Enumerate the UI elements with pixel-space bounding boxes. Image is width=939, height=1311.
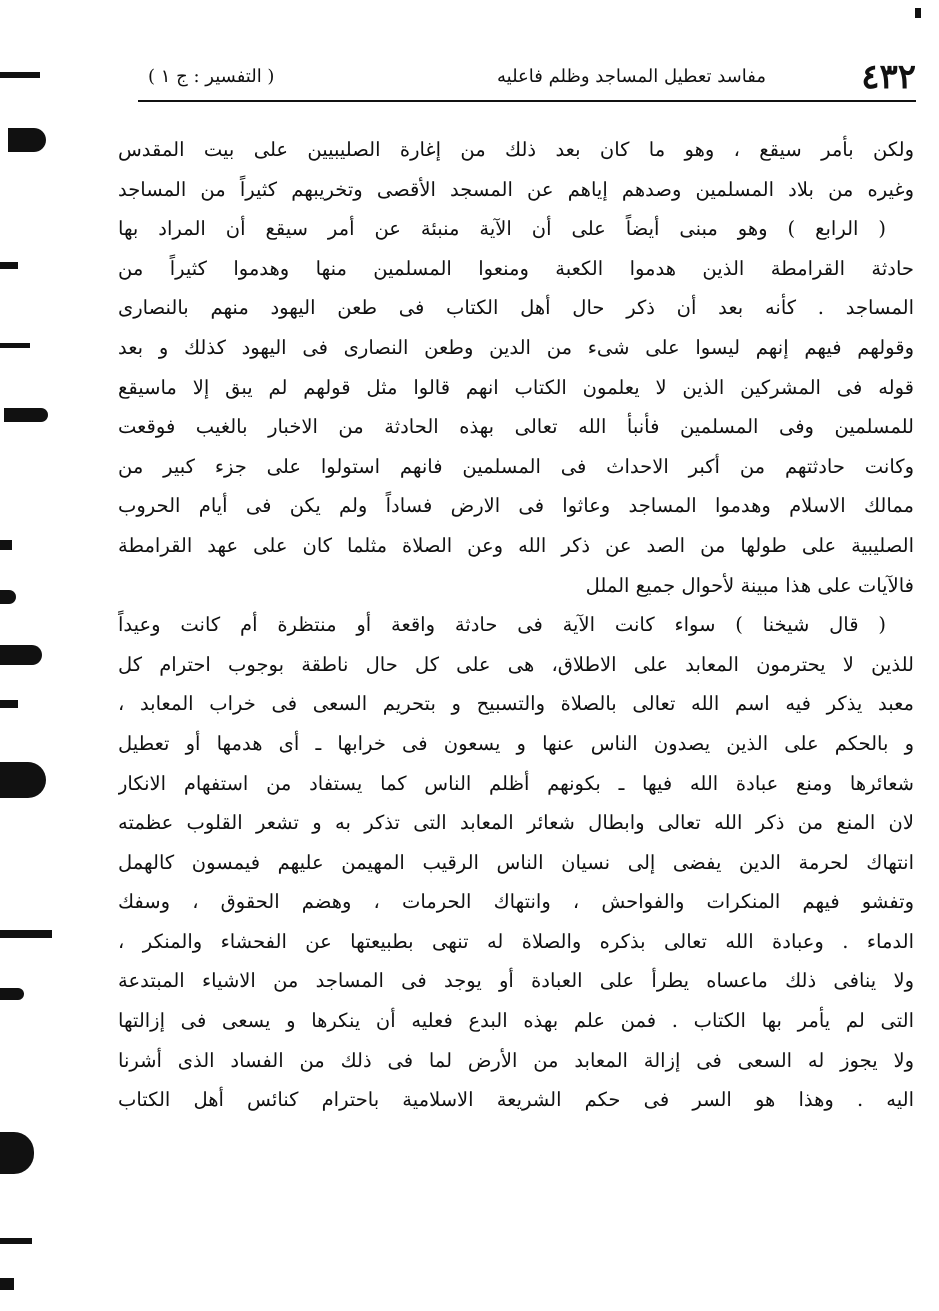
text-line: ولا ينافى ذلك ماعساه يطرأ على العبادة أو يوجد فى المساجد من الاشياء المبتدعة	[118, 969, 914, 993]
scan-mark	[0, 72, 40, 78]
scan-mark	[0, 590, 16, 604]
text-line: اليه . وهذا هو السر فى حكم الشريعة الاسلامية باحترام كنائس أهل الكتاب	[118, 1088, 914, 1112]
text-line: لان المنع من ذكر الله تعالى وابطال شعائر المعابد التى تذكر به و تشعر القلوب عظمته	[118, 811, 914, 835]
text-line: و بالحكم على الذين يصدون الناس عنها و يسعون فى خرابها ـ أى هدمها أو تعطيل	[118, 731, 914, 755]
scan-mark	[8, 128, 46, 152]
text-line: شعائرها ومنع عبادة الله فيها ـ بكونهم أظلم الناس كما يستفاد من استفهام الانكار	[118, 771, 914, 795]
header-divider	[138, 100, 916, 102]
source-reference: ( التفسير : ج ١ )	[148, 66, 275, 87]
page-header	[138, 56, 916, 98]
text-line: فالآيات على هذا مبينة لأحوال جميع الملل	[585, 573, 914, 597]
text-line: الدماء . وعبادة الله تعالى بذكره والصلاة له تنهى بطبيعتها عن الفحشاء والمنكر ،	[118, 929, 914, 953]
text-line: قوله فى المشركين الذين لا يعلمون الكتاب انهم قالوا مثل قولهم لم يبق إلا ماسيقع	[118, 375, 914, 399]
text-line: انتهاك لحرمة الدين يفضى إلى نسيان الناس الرقيب المهيمن عليهم فيمسون كالهمل	[118, 850, 914, 874]
text-line: معبد يذكر فيه اسم الله تعالى بالصلاة والتسبيح و بتحريم السعى فى خراب المعابد ،	[118, 692, 914, 716]
scan-mark	[0, 1278, 14, 1290]
text-line: وغيره من بلاد المسلمين وصدهم إياهم عن المسجد الأقصى وتخريبهم كثيراً من المساجد	[118, 177, 914, 201]
scan-mark	[0, 1132, 34, 1174]
running-title: مفاسد تعطيل المساجد وظلم فاعليه	[496, 66, 766, 87]
body-text	[118, 130, 914, 1120]
text-line: ( قال شيخنا ) سواء كانت الآية فى حادثة واقعة أو منتظرة أم كانت وعيداً	[118, 613, 886, 637]
text-line: وقولهم فيهم إنهم ليسوا على شىء من الدين وطعن النصارى فى اليهود كذلك و بعد	[118, 335, 914, 359]
text-line: وتفشو فيهم المنكرات والفواحش ، وانتهاك الحرمات ، وهضم الحقوق ، وسفك	[118, 890, 914, 914]
text-line: للمسلمين وفى المسلمين فأنبأ الله تعالى بهذه الحادثة من الاخبار بالغيب فوقعت	[118, 415, 914, 439]
text-line: المساجد . كأنه بعد أن ذكر حال أهل الكتاب فى طعن اليهود منهم بالنصارى	[118, 296, 914, 320]
text-line: الصليبية على طولها من الصد عن ذكر الله وعن الصلاة مثلما كان على عهد القرامطة	[118, 533, 914, 557]
scan-mark	[0, 988, 24, 1000]
text-line: ولكن بأمر سيقع ، وهو ما كان بعد ذلك من إغارة الصليبيين على بيت المقدس	[118, 138, 914, 161]
page-number: ٤٣٢	[861, 57, 916, 97]
scan-mark	[0, 645, 42, 665]
scan-mark	[0, 540, 12, 550]
text-line: ولا يجوز له السعى فى إزالة المعابد من الأرض لما فى ذلك من الفساد الذى أشرنا	[118, 1048, 914, 1072]
scan-mark	[0, 343, 30, 348]
scan-mark	[0, 1238, 32, 1244]
scan-mark	[915, 8, 921, 18]
text-line: للذين لا يحترمون المعابد على الاطلاق، هى على كل حال ناطقة بوجوب احترام كل	[118, 652, 914, 676]
text-line: ممالك الاسلام وهدموا المساجد وعاثوا فى الارض فساداً ولم يكن فى أيام الحروب	[118, 494, 914, 518]
text-line: حادثة القرامطة الذين هدموا الكعبة ومنعوا المسلمين منها وهدموا كثيراً من	[118, 256, 914, 280]
scan-mark	[0, 762, 46, 798]
text-line: التى لم يأمر بها الكتاب . فمن علم بهذه البدع فعليه أن ينكرها و يسعى فى إزالتها	[118, 1009, 914, 1033]
text-line: ( الرابع ) وهو مبنى أيضاً على أن الآية منبئة عن أمر سيقع أن المراد بها	[118, 217, 886, 241]
scan-mark	[4, 408, 48, 422]
scan-mark	[0, 262, 18, 269]
scan-mark	[0, 930, 52, 938]
text-line: وكانت حادثتهم من أكبر الاحداث فى المسلمين فانهم استولوا على جزء كبير من	[118, 454, 914, 478]
scan-mark	[0, 700, 18, 708]
